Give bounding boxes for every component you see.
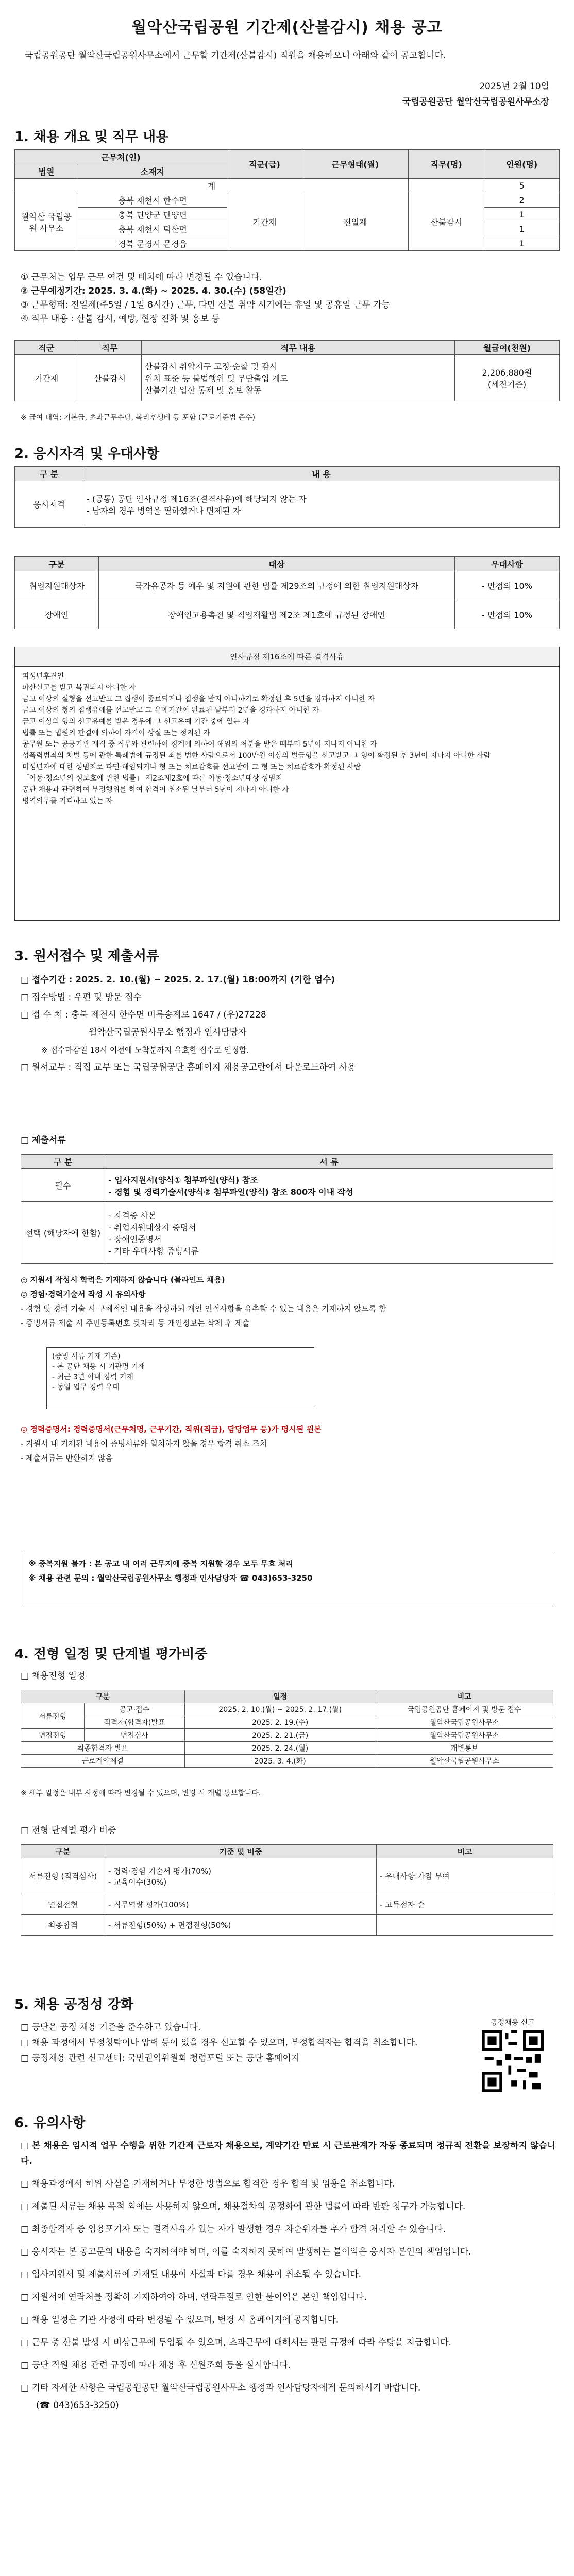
th-count: 인원(명) <box>484 150 560 179</box>
duty-group: 기간제 <box>15 355 78 401</box>
disq-item: 법률 또는 법원의 판결에 의하여 자격이 상실 또는 정지된 자 <box>22 729 210 737</box>
duty-pay-note: (세전기준) <box>487 379 527 389</box>
doc-required-list <box>105 1169 553 1202</box>
weights-table <box>21 1844 553 1936</box>
schedule-note: ※ 세부 일정은 내부 사정에 따라 변경될 수 있으며, 변경 시 개별 통보합니다. <box>21 1789 261 1798</box>
docs-label: □ 제출서류 <box>21 1135 66 1145</box>
disq-item: 피성년후견인 <box>22 672 64 681</box>
th-worktype: 근무형태(월) <box>302 150 408 179</box>
doc-optional-2: - 취업지원대상자 증명서 <box>108 1222 196 1232</box>
form-distribution: □ 원서교부 : 직접 교부 또는 국립공원공단 홈페이지 채용공고란에서 다운로드하여 사용 <box>21 1062 356 1073</box>
sched-interview-date: 2025. 2. 21.(금) <box>184 1729 376 1742</box>
duty-pay-value: 2,206,880원 <box>482 367 532 378</box>
elig-content <box>83 481 560 528</box>
sched-contract-label: 근로계약체결 <box>21 1755 185 1768</box>
disq-item: 파산선고를 받고 복권되지 아니한 자 <box>22 684 136 692</box>
disq-item: 공무원 또는 공공기관 재직 중 직무와 관련하여 징계에 의하여 해임의 처분을 받은 때부터 5년이 지나지 아니한 자 <box>22 740 377 749</box>
weight-interview-label: 면접전형 <box>21 1894 105 1915</box>
work-type: 전일제 <box>302 193 408 251</box>
note-3: ③ 근무형태: 전일제(주5일 / 1일 8시간) 근무, 다만 산불 취약 시기에는 휴일 및 공휴일 근무 가능 <box>21 300 391 310</box>
th-jobgroup: 직군(급) <box>227 150 302 179</box>
sched-interview-sub: 면접심사 <box>85 1729 185 1742</box>
criteria-example-box <box>46 1347 314 1409</box>
section1-heading: 1. 채용 개요 및 직무 내용 <box>14 129 169 145</box>
weight-final-criteria: - 서류전형(50%) + 면접전형(50%) <box>105 1915 377 1936</box>
fair-1: □ 공단은 공정 채용 기준을 준수하고 있습니다. <box>21 2022 201 2032</box>
duty-job: 산불감시 <box>78 355 142 401</box>
application-info <box>21 971 556 1076</box>
place-3: 충북 제천시 덕산면 <box>78 222 227 236</box>
disq-item: 금고 이상의 실형을 선고받고 그 집행이 종료되거나 집행을 받지 아니하기로 확정된 후 5년을 경과하지 아니한 자 <box>22 695 375 703</box>
job-group: 기간제 <box>227 193 302 251</box>
th-elig-cat: 구 분 <box>15 467 83 481</box>
qr-label: 공정채용 신고 <box>491 2019 535 2027</box>
th-sched-note: 비고 <box>376 1690 553 1703</box>
criteria-line-3: - 동일 업무 경력 우대 <box>52 1383 120 1392</box>
caution-item: □ 본 채용은 임시적 업무 수행을 위한 기간제 근로자 채용으로, 계약기간 만료 시 근로관계가 자동 종료되며 정규직 전환을 보장하지 않습니다. <box>21 2141 556 2166</box>
section6-heading: 6. 유의사항 <box>14 2115 86 2131</box>
sched-doc-note-1: 국립공원공단 홈페이지 및 방문 접수 <box>376 1703 553 1716</box>
warn-2: - 지원서 내 기재된 내용이 증빙서류와 일치하지 않을 경우 합격 취소 조치 <box>21 1439 267 1448</box>
th-weight-criteria: 기준 및 비중 <box>105 1845 377 1858</box>
th-pref-benefit: 우대사항 <box>455 557 560 571</box>
count-2: 1 <box>484 208 560 222</box>
disq-item: 「아동·청소년의 성보호에 관한 법률」 제2조제2호에 따른 아동·청소년대상 성범죄 <box>22 774 283 783</box>
th-location: 소재지 <box>78 164 227 179</box>
note-4: ④ 직무 내용 : 산불 감시, 예방, 현장 진화 및 홍보 등 <box>21 314 220 324</box>
docs-note-4: - 증빙서류 제출 시 주민등록번호 뒷자리 등 개인정보는 삭제 후 제출 <box>21 1318 250 1328</box>
th-sched-date: 일정 <box>184 1690 376 1703</box>
apply-dept: 월악산국립공원사무소 행정과 인사담당자 <box>89 1027 247 1038</box>
duty-desc-1: 산불감시 취약지구 고정·순찰 및 감시 <box>145 362 278 371</box>
sched-contract-note: 월악산국립공원사무소 <box>376 1755 553 1768</box>
th-sched-cat: 구분 <box>21 1690 185 1703</box>
doc-required-2: - 경험 및 경력기술서(양식② 첨부파일(양식) 참조 800자 이내 작성 <box>108 1187 353 1197</box>
docs-note-1: ◎ 지원서 작성시 학력은 기재하지 않습니다 (블라인드 채용) <box>21 1275 225 1284</box>
intro-text: 국립공원공단 월악산국립공원사무소에서 근무할 기간제(산불감시) 직원을 채용하오니 아래와 같이 공고합니다. <box>25 50 446 61</box>
section5-heading: 5. 채용 공정성 강화 <box>14 1997 133 2012</box>
pref-label-1: 취업지원대상자 <box>15 571 99 600</box>
weight-final-note <box>377 1915 553 1936</box>
section3-heading: 3. 원서접수 및 제출서류 <box>14 948 160 964</box>
caution-item: □ 채용 일정은 기관 사정에 따라 변경될 수 있으며, 변경 시 홈페이지에 공지합니다. <box>21 2315 339 2325</box>
caution-item: □ 채용과정에서 허위 사실을 기재하거나 부정한 방법으로 합격한 경우 합격 및 임용을 취소합니다. <box>21 2179 395 2189</box>
disq-item: 성폭력범죄의 처벌 등에 관한 특례법에 규정된 죄를 범한 사람으로서 100만원 이상의 벌금형을 선고받고 그 형이 확정된 후 3년이 지나지 아니한 사람 <box>22 752 491 760</box>
qr-code-icon[interactable] <box>482 2030 544 2092</box>
warn-3: - 제출서류는 반환하지 않음 <box>21 1453 113 1463</box>
apply-place: □ 접 수 처 : 충북 제천시 한수면 미륵송계로 1647 / (우)27228 <box>21 1010 266 1020</box>
doc-optional-3: - 장애인증명서 <box>108 1234 162 1244</box>
notice-box <box>21 1551 553 1607</box>
notice-line-1: ※ 중복지원 불가 : 본 공고 내 여러 근무지에 중복 지원할 경우 모두 무효 처리 <box>28 1559 293 1568</box>
total-value: 5 <box>484 179 560 193</box>
sched-doc-note-2: 월악산국립공원사무소 <box>376 1716 553 1729</box>
th-duty-job: 직무 <box>78 341 142 355</box>
sched-final-label: 최종합격자 발표 <box>21 1742 185 1755</box>
criteria-title: (증빙 서류 기재 기준) <box>52 1352 121 1361</box>
caution-item: □ 기타 자세한 사항은 국립공원공단 월악산국립공원사무소 행정과 인사담당자에게 문의하시기 바랍니다. <box>21 2383 421 2393</box>
job-overview-table <box>14 149 560 251</box>
qr-block <box>474 2017 551 2094</box>
apply-method: □ 접수방법 : 우편 및 방문 접수 <box>21 992 142 1003</box>
warning-notes <box>21 1422 556 1465</box>
notice-signer: 국립공원공단 월악산국립공원사무소장 <box>402 97 549 107</box>
doc-optional-1: - 자격증 사본 <box>108 1210 157 1221</box>
job-name: 산불감시 <box>409 193 484 251</box>
doc-optional-label: 선택 (해당자에 한함) <box>21 1202 105 1264</box>
notice-line-2: ※ 채용 관련 문의 : 월악산국립공원사무소 행정과 인사담당자 ☎ 043)653-3250 <box>28 1573 313 1583</box>
pref-benefit-2: - 만점의 10% <box>455 600 560 629</box>
contact-phone: (☎ 043)653-3250) <box>36 2400 119 2411</box>
place-4: 경북 문경시 문경읍 <box>78 236 227 251</box>
th-pref-cat: 구분 <box>15 557 99 571</box>
sched-doc-label: 서류전형 <box>21 1703 85 1729</box>
sched-doc-sub-2: 적격자(합격자)발표 <box>85 1716 185 1729</box>
caution-item: □ 지원서에 연락처를 정확히 기재하여야 하며, 연락두절로 인한 불이익은 본인 책임입니다. <box>21 2292 367 2302</box>
documents-table <box>21 1154 553 1264</box>
th-workplace: 근무처(인) <box>15 150 227 164</box>
weight-final-label: 최종합격 <box>21 1915 105 1936</box>
docs-notes <box>21 1273 556 1330</box>
th-duty-desc: 직무 내용 <box>142 341 455 355</box>
sched-doc-date-2: 2025. 2. 19.(수) <box>184 1716 376 1729</box>
elig-label: 응시자격 <box>15 481 83 528</box>
fair-3: □ 공정채용 관련 신고센터: 국민권익위원회 청렴포털 또는 공단 홈페이지 <box>21 2053 300 2063</box>
weights-label: □ 전형 단계별 평가 비중 <box>21 1825 116 1836</box>
caution-item: □ 근무 중 산불 발생 시 비상근무에 투입될 수 있으며, 초과근무에 대해서는 관련 규정에 따라 수당을 지급합니다. <box>21 2337 451 2348</box>
caution-item: □ 응시자는 본 공고문의 내용을 숙지하여야 하며, 이를 숙지하지 못하여 발생하는 불이익은 응시자 본인의 책임입니다. <box>21 2247 471 2257</box>
section4-heading: 4. 전형 일정 및 단계별 평가비중 <box>14 1647 208 1662</box>
disq-item: 금고 이상의 형의 집행유예를 선고받고 그 유예기간이 완료된 날부터 2년을 경과하지 아니한 자 <box>22 706 319 715</box>
disq-title: 인사규정 제16조에 따른 결격사유 <box>15 647 559 667</box>
th-weight-note: 비고 <box>377 1845 553 1858</box>
docs-note-3: - 경험 및 경력 기술 시 구체적인 내용을 작성하되 개인 인적사항을 유추할 수 있는 내용은 기재하지 않도록 함 <box>21 1304 386 1313</box>
place-2: 충북 단양군 단양면 <box>78 208 227 222</box>
preference-table <box>14 556 560 629</box>
page-title: 월악산국립공원 기간제(산불감시) 채용 공고 <box>131 19 443 37</box>
pref-label-2: 장애인 <box>15 600 99 629</box>
docs-note-2: ◎ 경험·경력기술서 작성 시 유의사항 <box>21 1290 146 1299</box>
doc-required-1: - 입사지원서(양식① 첨부파일(양식) 참조 <box>108 1175 258 1185</box>
th-elig-content: 내 용 <box>83 467 560 481</box>
th-pref-target: 대상 <box>99 557 455 571</box>
sched-contract-date: 2025. 3. 4.(화) <box>184 1755 376 1768</box>
sched-doc-sub-1: 공고·접수 <box>85 1703 185 1716</box>
disq-item: 미성년자에 대한 성범죄로 파면·해임되거나 형 또는 치료감호를 선고받아 그 형 또는 치료감호가 확정된 사람 <box>22 763 361 771</box>
duty-desc-3: 산불기간 입산 통제 및 홍보 활동 <box>145 385 262 395</box>
sched-final-note: 개별통보 <box>376 1742 553 1755</box>
section1-notes <box>21 270 556 326</box>
count-3: 1 <box>484 222 560 236</box>
caution-item: □ 입사지원서 및 제출서류에 기재된 내용이 사실과 다를 경우 채용이 취소될 수 있습니다. <box>21 2269 362 2280</box>
schedule-label: □ 채용전형 일정 <box>21 1671 86 1681</box>
criteria-line-2: - 최근 3년 이내 경력 기재 <box>52 1373 133 1381</box>
apply-deadline-note: ※ 접수마감일 18시 이전에 도착분까지 유효한 접수로 인정함. <box>41 1045 249 1055</box>
criteria-line-1: - 본 공단 채용 시 기관명 기재 <box>52 1363 145 1371</box>
sched-doc-date-1: 2025. 2. 10.(월) ~ 2025. 2. 17.(월) <box>184 1703 376 1716</box>
pref-target-1: 국가유공자 등 예우 및 지원에 관한 법률 제29조의 규정에 의한 취업지원대상자 <box>99 571 455 600</box>
caution-item: □ 제출된 서류는 채용 목적 외에는 사용하지 않으며, 채용절차의 공정화에 관한 법률에 따라 반환 청구가 가능합니다. <box>21 2201 466 2212</box>
disq-item: 병역의무를 기피하고 있는 자 <box>22 797 113 805</box>
th-weight-cat: 구분 <box>21 1845 105 1858</box>
caution-item: □ 최종합격자 중 임용포기자 또는 결격사유가 있는 자가 발생한 경우 차순위자를 추가 합격 처리할 수 있습니다. <box>21 2224 446 2234</box>
fairness-items <box>21 2020 453 2066</box>
caution-list <box>21 2138 556 2413</box>
count-4: 1 <box>484 236 560 251</box>
apply-period: □ 접수기간 : 2025. 2. 10.(월) ~ 2025. 2. 17.(월) 18:00까지 (기한 엄수) <box>21 975 335 985</box>
note-1: ① 근무처는 업무 근무 여건 및 배치에 따라 변경될 수 있습니다. <box>21 272 262 282</box>
weight-doc-line-2: - 교육이수(30%) <box>108 1877 167 1887</box>
caution-item: □ 공단 직원 채용 관련 규정에 따라 채용 후 신원조회 등을 실시합니다. <box>21 2360 291 2370</box>
place-1: 충북 제천시 한수면 <box>78 193 227 208</box>
weight-interview-note: - 고득점자 순 <box>377 1894 553 1915</box>
duty-pay <box>455 355 560 401</box>
disq-item: 공단 채용과 관련하여 부정행위를 하여 합격이 취소된 날부터 5년이 지나지 아니한 자 <box>22 786 289 794</box>
disq-list <box>15 667 559 811</box>
fair-2: □ 채용 과정에서 부정청탁이나 압력 등이 있을 경우 신고할 수 있으며, 부정합격자는 합격을 취소합니다. <box>21 2038 418 2048</box>
warn-1: ◎ 경력증명서: 경력증명서(근무처명, 근무기간, 직위(직급), 담당업무 등)가 명시된 원본 <box>21 1425 322 1434</box>
org-name: 월악산 국립공원 사무소 <box>15 193 78 251</box>
elig-line-2: - 남자의 경우 병역을 필하였거나 면제된 자 <box>87 505 241 516</box>
duty-desc <box>142 355 455 401</box>
weight-doc-note: - 우대사항 가점 부여 <box>377 1858 553 1894</box>
sched-final-date: 2025. 2. 24.(월) <box>184 1742 376 1755</box>
doc-required-label: 필수 <box>21 1169 105 1202</box>
sched-interview-label: 면접전형 <box>21 1729 85 1742</box>
pref-target-2: 장애인고용촉진 및 직업재활법 제2조 제1호에 규정된 장애인 <box>99 600 455 629</box>
weight-doc-label: 서류전형 (적격심사) <box>21 1858 105 1894</box>
section2-heading: 2. 응시자격 및 우대사항 <box>14 446 160 462</box>
th-duty-pay: 월급여(천원) <box>455 341 560 355</box>
count-1: 2 <box>484 193 560 208</box>
note-2: ② 근무예정기간: 2025. 3. 4.(화) ~ 2025. 4. 30.(수) (58일간) <box>21 286 286 296</box>
th-job: 직무(명) <box>409 150 484 179</box>
pref-benefit-1: - 만점의 10% <box>455 571 560 600</box>
th-org: 법원 <box>15 164 78 179</box>
sched-interview-note: 월악산국립공원사무소 <box>376 1729 553 1742</box>
disqualification-box <box>14 647 560 921</box>
schedule-table <box>21 1690 553 1768</box>
disq-item: 금고 이상의 형의 선고유예를 받은 경우에 그 선고유예 기간 중에 있는 자 <box>22 718 250 726</box>
th-doc-list: 서 류 <box>105 1155 553 1169</box>
doc-optional-list <box>105 1202 553 1264</box>
job-duty-table <box>14 340 560 401</box>
weight-doc-criteria <box>105 1858 377 1894</box>
eligibility-table <box>14 466 560 528</box>
th-duty-group: 직군 <box>15 341 78 355</box>
section1-footnote: ※ 급여 내역: 기본급, 초과근무수당, 복리후생비 등 포함 (근로기준법 준수) <box>21 414 255 422</box>
notice-date: 2025년 2월 10일 <box>479 81 549 92</box>
total-label: 계 <box>15 179 409 193</box>
th-doc-cat: 구 분 <box>21 1155 105 1169</box>
duty-desc-2: 위치 표준 등 불법행위 및 무단출입 계도 <box>145 374 288 383</box>
weight-doc-line-1: - 경력·경험 기술서 평가(70%) <box>108 1866 211 1876</box>
weight-interview-criteria: - 직무역량 평가(100%) <box>105 1894 377 1915</box>
doc-optional-4: - 기타 우대사항 증빙서류 <box>108 1246 199 1256</box>
elig-line-1: - (공통) 공단 인사규정 제16조(결격사유)에 해당되지 않는 자 <box>87 494 307 504</box>
